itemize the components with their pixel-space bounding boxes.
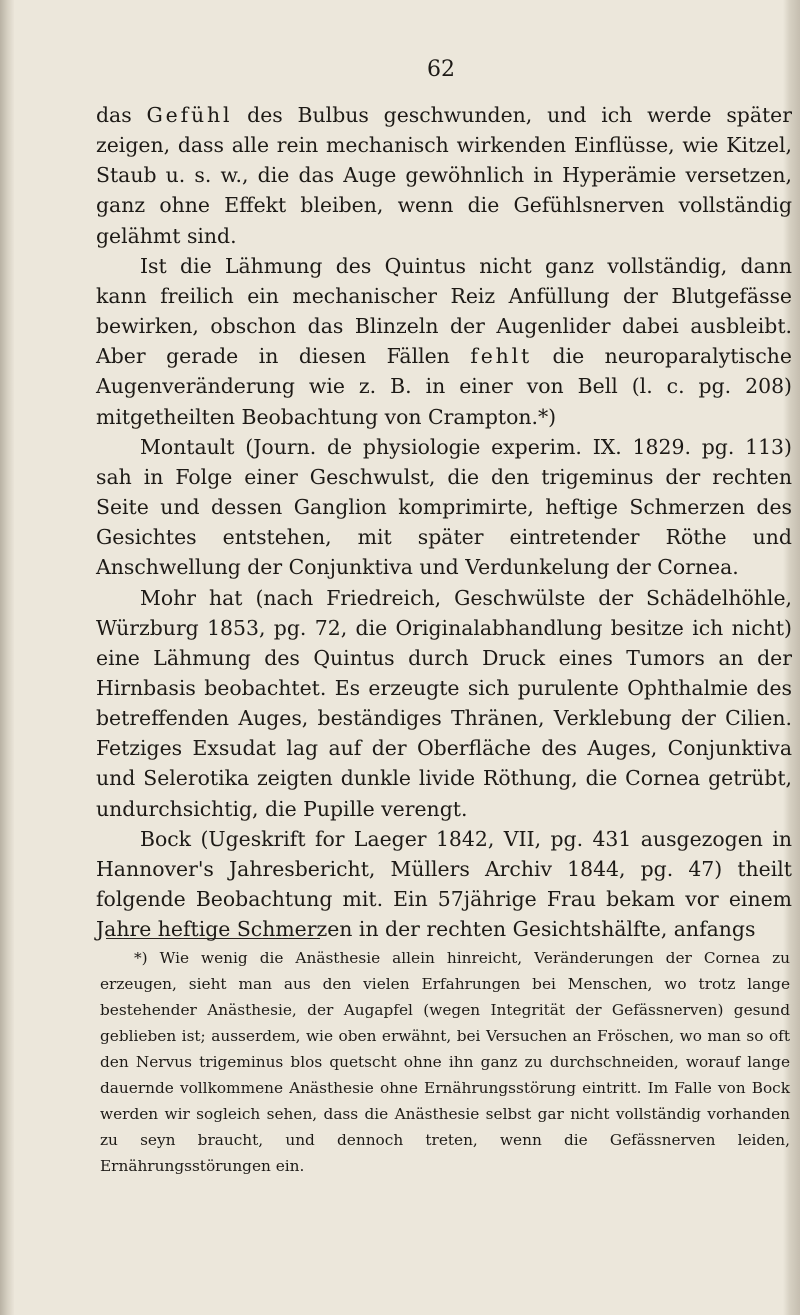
paragraph-1-rest: des Bulbus geschwunden, und ich werde später zeigen, dass alle rein mechanisch wirkenden Einflüsse, wie Kitzel, Staub u. s. w., die das Auge gewöhnlich in Hyperämie versetzen, ganz ohne Effekt bleiben, wenn die Gefühlsnerven vollständig gelähmt sind. xyxy=(96,103,793,248)
footnote-divider xyxy=(106,938,320,939)
paragraph-1 xyxy=(96,100,792,251)
paragraph-5: Bock (Ugeskrift for Laeger 1842, VII, pg. 431 ausgezogen in Hannover's Jahresbericht, Müllers Archiv 1844, pg. 47) theilt folgende Beobachtung mit. Ein 57jährige Frau bekam vor einem Jahre heftige Schmerzen in der rechten Gesichtshälfte, anfangs xyxy=(96,826,792,942)
paragraph-4: Mohr hat (nach Friedreich, Geschwülste der Schädelhöhle, Würzburg 1853, pg. 72, die Originalabhandlung besitze ich nicht) eine Lähmung des Quintus durch Druck eines Tumors an der Hirnbasis beobachtet. Es erzeugte sich purulente Ophthalmie des betreffenden Auges, beständiges Thränen, Verklebung der Cilien. Fetziges Exsudat lag auf der Oberfläche des Auges, Conjunktiva und Selerotika zeigten dunkle livide Röthung, die Cornea getrübt, undurchsichtig, die Pupille verengt. xyxy=(96,585,792,821)
footnote-text: *) Wie wenig die Anästhesie allein hinreicht, Veränderungen der Cornea zu erzeugen, sieht man aus den vielen Erfahrungen bei Menschen, wo trotz lange bestehender Anästhesie, der Augapfel (wegen Integrität der Gefässnerven) gesund geblieben ist; ausserdem, wie oben erwähnt, bei Versuchen an Fröschen, wo man so oft den Nervus trigeminus blos quetscht ohne ihn ganz zu durchschneiden, worauf lange dauernde vollkommene Anästhesie ohne Ernährungsstörung eintritt. Im Falle von Bock werden wir sogleich sehen, dass die Anästhesie selbst gar nicht vollständig vorhanden zu seyn braucht, und dennoch treten, wenn die Gefässnerven leiden, Ernährungsstörungen ein. xyxy=(100,949,790,1175)
main-text xyxy=(96,100,792,944)
paragraph-3: Montault (Journ. de physiologie experim. IX. 1829. pg. 113) sah in Folge einer Geschwulst, die den trigeminus der rechten Seite und dessen Ganglion komprimirte, heftige Schmerzen des Gesichtes entstehen, mit später eintretender Röthe und Anschwellung der Conjunktiva und Verdunkelung der Cornea. xyxy=(96,434,792,580)
emphasis-fehlt: fehlt xyxy=(470,344,533,369)
footnotes xyxy=(100,945,790,1179)
emphasis-gefuehl: Gefühl xyxy=(146,103,233,127)
paragraph-1-start: das xyxy=(96,103,147,127)
page-number: 62 xyxy=(427,57,455,82)
page-gutter-shadow xyxy=(0,0,14,1315)
paragraph-2-start: Ist die Lähmung des Quintus nicht ganz vollständig, dann kann freilich ein mechanischer Reiz Anfüllung der Blutgefässe bewirken, obschon das Blinzeln der Augenlider dabei ausbleibt. Aber gerade in diesen Fällen xyxy=(96,253,792,369)
paragraph-2 xyxy=(96,251,792,432)
paragraph-2-rest: die neuroparalytische Augenveränderung wie z. B. in einer von Bell (l. c. pg. 208) mitgetheilten Beobachtung von Crampton.*) xyxy=(96,344,792,429)
